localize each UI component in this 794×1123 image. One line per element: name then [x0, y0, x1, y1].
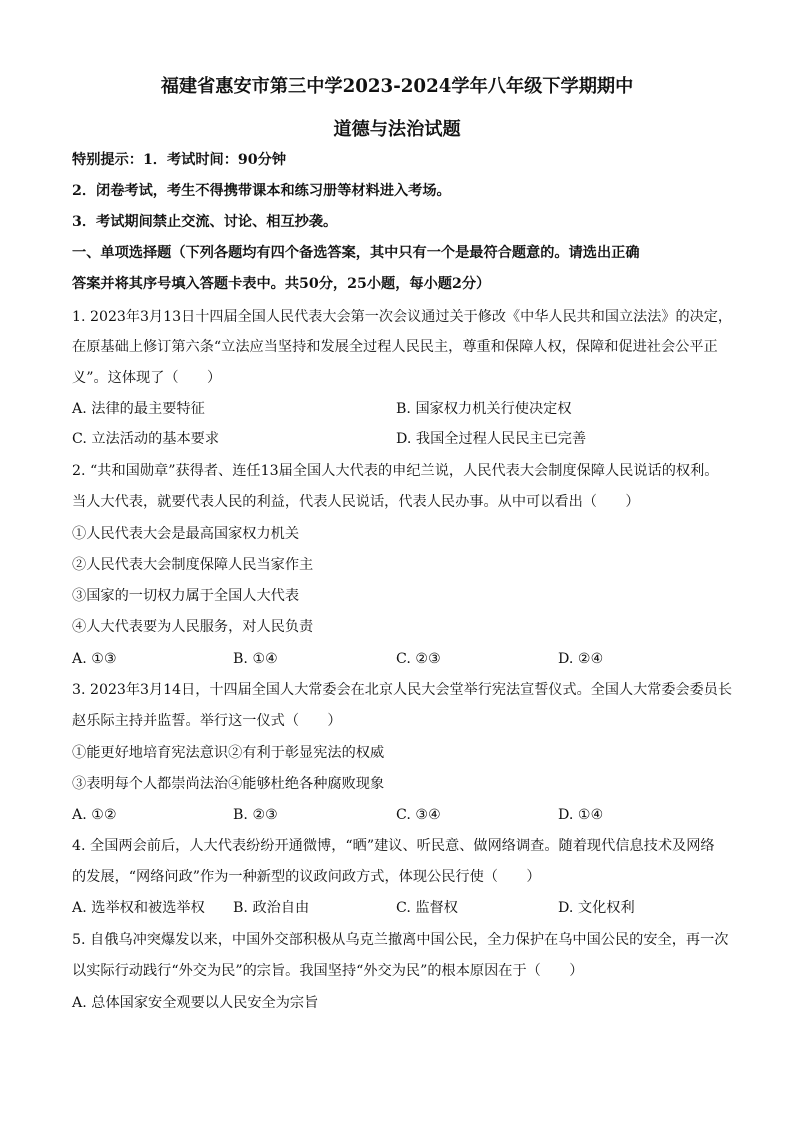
q3-option-d: D. ①④: [558, 807, 604, 823]
section-heading-line2: 答案并将其序号填入答题卡表中。共50分，25小题，每小题2分）: [72, 276, 491, 292]
q1-option-c: C. 立法活动的基本要求: [72, 431, 220, 447]
q2-item-1: ①人民代表大会是最高国家权力机关: [72, 526, 300, 542]
q2-item-2: ②人民代表大会制度保障人民当家作主: [72, 557, 314, 573]
q3-item-line1: ①能更好地培育宪法意识②有利于彰显宪法的权威: [72, 745, 385, 761]
q3-option-b: B. ②③: [233, 807, 278, 823]
q2-stem-line2: 当人大代表，就要代表人民的利益，代表人民说话，代表人民办事。从中可以看出（ ）: [72, 494, 640, 510]
q3-stem-line1: 3. 2023年3月14日，十四届全国人大常委会在北京人民大会堂举行宪法宣誓仪式。全国人大常委会委员长: [72, 682, 733, 698]
notice-3: 3．考试期间禁止交流、讨论、相互抄袭。: [72, 214, 338, 230]
q1-option-b: B. 国家权力机关行使决定权: [396, 401, 572, 417]
exam-subtitle: 道德与法治试题: [333, 119, 461, 140]
exam-title: 福建省惠安市第三中学2023-2024学年八年级下学期期中: [160, 76, 634, 97]
q4-option-b: B. 政治自由: [233, 900, 310, 916]
q1-stem-line1: 1. 2023年3月13日十四届全国人民代表大会第一次会议通过关于修改《中华人民共和国立法法》的决定，: [72, 309, 733, 325]
q4-option-a: A. 选举权和被选举权: [72, 900, 205, 916]
q2-item-4: ④人大代表要为人民服务，对人民负责: [72, 619, 314, 635]
q4-stem-line2: 的发展，“网络问政”作为一种新型的议政问政方式，体现公民行使（ ）: [72, 869, 541, 885]
q4-option-d: D. 文化权利: [558, 900, 635, 916]
section-heading-line1: 一、单项选择题（下列各题均有四个备选答案，其中只有一个是最符合题意的。请选出正确: [72, 245, 640, 261]
q3-option-a: A. ①②: [72, 807, 117, 823]
q2-option-a: A. ①③: [72, 651, 117, 667]
q5-stem-line1: 5. 自俄乌冲突爆发以来，中国外交部积极从乌克兰撤离中国公民，全力保护在乌中国公民的安全，再一次: [72, 932, 729, 948]
q3-option-c: C. ③④: [396, 807, 441, 823]
q4-option-c: C. 监督权: [396, 900, 458, 916]
q1-option-d: D. 我国全过程人民民主已完善: [396, 431, 587, 447]
notice-2: 2．闭卷考试，考生不得携带课本和练习册等材料进入考场。: [72, 183, 451, 199]
q1-stem-line3: 义”。这体现了（ ）: [72, 370, 222, 386]
q5-stem-line2: 以实际行动践行“外交为民”的宗旨。我国坚持“外交为民”的根本原因在于（ ）: [72, 963, 584, 979]
q2-item-3: ③国家的一切权力属于全国人大代表: [72, 588, 300, 604]
notice-1: 特别提示：1．考试时间：90分钟: [72, 152, 287, 168]
q4-stem-line1: 4. 全国两会前后，人大代表纷纷开通微博，“晒”建议、听民意、做网络调查。随着现代信息技术及网络: [72, 838, 715, 854]
q3-stem-line2: 赵乐际主持并监誓。举行这一仪式（ ）: [72, 713, 342, 729]
q1-option-a: A. 法律的最主要特征: [72, 401, 205, 417]
q3-item-line2: ③表明每个人都崇尚法治④能够杜绝各种腐败现象: [72, 776, 385, 792]
q2-option-c: C. ②③: [396, 651, 441, 667]
q2-option-b: B. ①④: [233, 651, 278, 667]
q1-stem-line2: 在原基础上修订第六条“立法应当坚持和发展全过程人民民主，尊重和保障人权，保障和促进社会公平正: [72, 339, 718, 355]
q2-option-d: D. ②④: [558, 651, 604, 667]
q5-option-a: A. 总体国家安全观要以人民安全为宗旨: [72, 995, 319, 1011]
q2-stem-line1: 2. “共和国勋章”获得者、连任13届全国人大代表的申纪兰说，人民代表大会制度保障人民说话的权利。: [72, 463, 719, 479]
